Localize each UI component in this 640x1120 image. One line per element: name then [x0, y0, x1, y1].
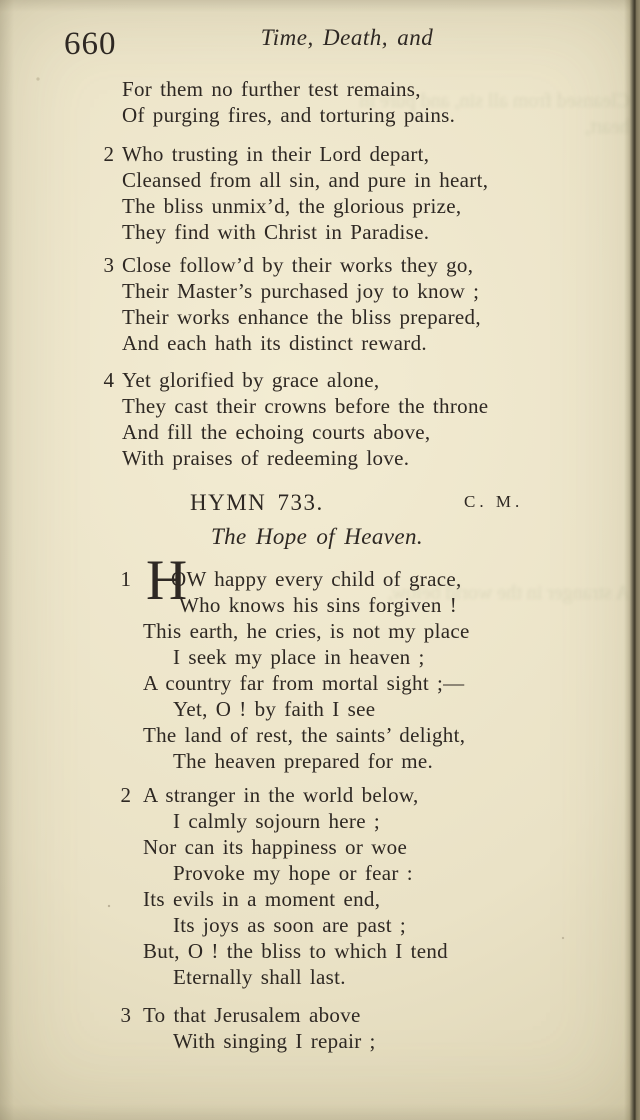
- verse-line: Of purging fires, and torturing pains.: [122, 103, 456, 127]
- scan-edge-bottom: [0, 1104, 640, 1120]
- page-edge-gutter: [624, 0, 640, 1120]
- verse-line: And each hath its distinct reward.: [122, 331, 427, 355]
- verse-line: The bliss unmix’d, the glorious prize,: [122, 194, 462, 218]
- stanza: [120, 782, 640, 990]
- verse-line: Who trusting in their Lord depart,: [122, 142, 430, 166]
- verse-line: And fill the echoing courts above,: [122, 420, 431, 444]
- hymn-number: HYMN 733.: [190, 490, 324, 515]
- verse-line: They find with Christ in Paradise.: [122, 220, 430, 244]
- hymn-heading-row: [0, 489, 640, 517]
- verse-line: The land of rest, the saints’ delight,: [143, 723, 466, 747]
- verse-line: They cast their crowns before the throne: [122, 394, 489, 418]
- verse-line: Yet, O ! by faith I see: [173, 697, 376, 721]
- verse-line: Who knows his sins forgiven !: [179, 593, 458, 617]
- verse-number: 3: [120, 1003, 131, 1027]
- verse-line: Yet glorified by grace alone,: [122, 368, 380, 392]
- verse-line: To that Jerusalem above: [143, 1003, 361, 1027]
- verse-line: Eternally shall last.: [173, 965, 346, 989]
- verse-line: The heaven prepared for me.: [173, 749, 434, 773]
- verse-number: 2: [120, 783, 131, 807]
- show-through-text: Cleansed from all sin, and pure in heart,: [359, 90, 630, 138]
- scan-edge-left: [0, 0, 14, 1120]
- verse-line: I seek my place in heaven ;: [173, 645, 425, 669]
- scan-edge-top: [0, 0, 640, 12]
- verse-line: A country far from mortal sight ;—: [143, 671, 465, 695]
- show-through-text: A stranger in the world below,: [388, 582, 630, 604]
- stanza: [120, 1002, 640, 1054]
- verse-line: A stranger in the world below,: [143, 783, 419, 807]
- verse-line: Its evils in a moment end,: [143, 887, 381, 911]
- verse-line: With praises of redeeming love.: [122, 446, 410, 470]
- verse-line: Close follow’d by their works they go,: [122, 253, 474, 277]
- verse-number: 2: [103, 142, 114, 166]
- running-title: Time, Death, and: [260, 25, 434, 50]
- hymn-title: The Hope of Heaven.: [210, 524, 424, 549]
- page-number: 660: [64, 26, 117, 62]
- page-header: [0, 25, 634, 62]
- verse-line: Its joys as soon are past ;: [173, 913, 407, 937]
- stanza: [103, 367, 622, 471]
- stanza: [103, 141, 622, 245]
- verse-line: With singing I repair ;: [173, 1029, 376, 1053]
- stanza: [120, 549, 640, 774]
- verse-line: Cleansed from all sin, and pure in heart,: [122, 168, 489, 192]
- verse-line: I calmly sojourn here ;: [173, 809, 381, 833]
- verse-line: For them no further test remains,: [122, 77, 421, 101]
- drop-cap: H: [146, 549, 188, 612]
- verse-line: Their Master’s purchased joy to know ;: [122, 279, 480, 303]
- verse-line: Provoke my hope or fear :: [173, 861, 413, 885]
- verse-line: Nor can its happiness or woe: [143, 835, 408, 859]
- verse-number: 3: [103, 253, 114, 277]
- stanza: [122, 76, 622, 128]
- verse-line: But, O ! the bliss to which I tend: [143, 939, 448, 963]
- verse-line: OW happy every child of grace,: [171, 567, 462, 591]
- hymn-meter: C. M.: [464, 492, 524, 511]
- verse-line: Their works enhance the bliss prepared,: [122, 305, 481, 329]
- stanza: [103, 252, 622, 356]
- verse-number: 4: [103, 368, 114, 392]
- verse-number: 1: [120, 567, 131, 591]
- verse-line: This earth, he cries, is not my place: [143, 619, 470, 643]
